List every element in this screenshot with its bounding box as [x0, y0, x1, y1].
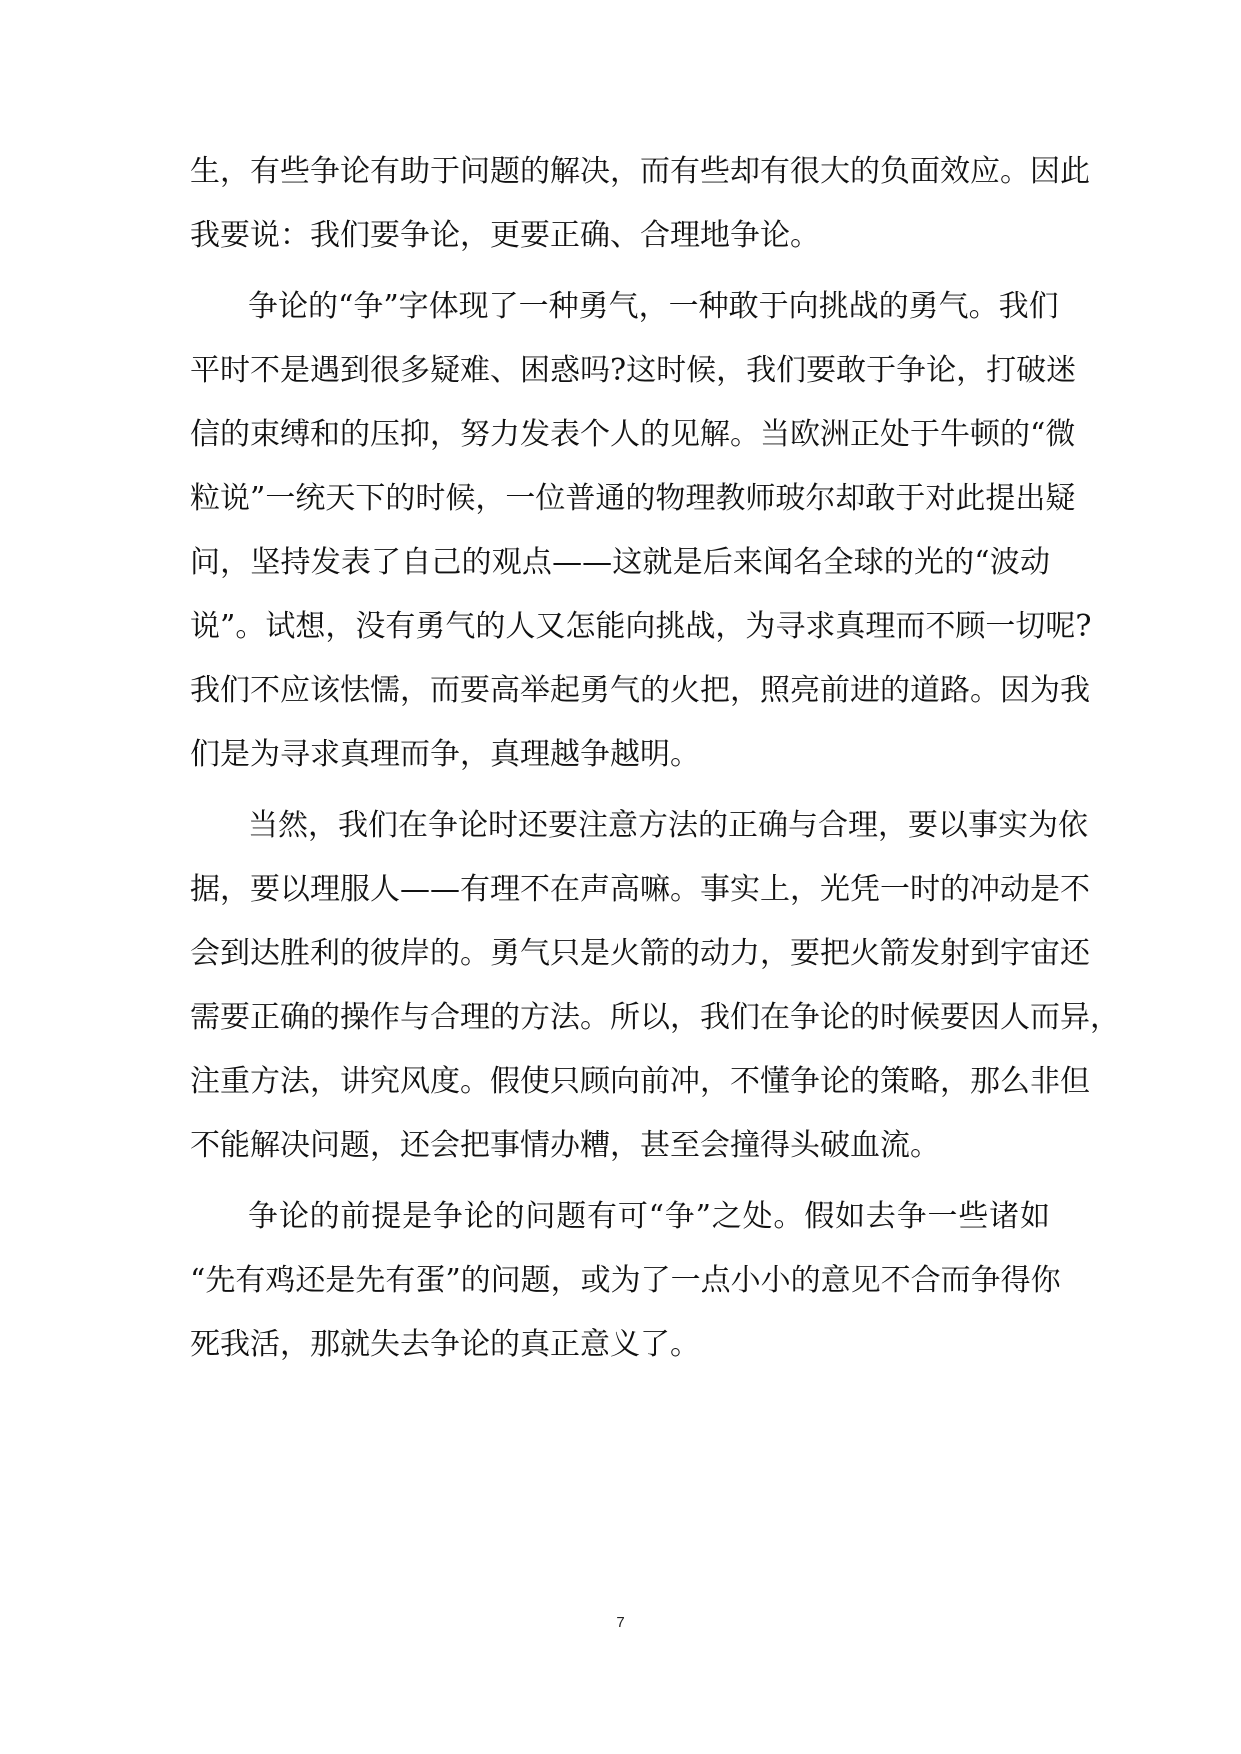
text-line: 说”。试想，没有勇气的人又怎能向挑战，为寻求真理而不顾一切呢? — [190, 609, 1092, 644]
text-line: “先有鸡还是先有蛋”的问题，或为了一点小小的意见不合而争得你 — [190, 1263, 1061, 1298]
page-number: 7 — [616, 1614, 625, 1631]
text-line: 生，有些争论有助于问题的解决，而有些却有很大的负面效应。因此 — [190, 154, 1090, 189]
text-line: 需要正确的操作与合理的方法。所以，我们在争论的时候要因人而异， — [190, 1000, 1120, 1035]
text-line: 注重方法，讲究风度。假使只顾向前冲，不懂争论的策略，那么非但 — [190, 1064, 1090, 1099]
text-line: 粒说”一统天下的时候，一位普通的物理教师玻尔却敢于对此提出疑 — [190, 481, 1076, 516]
text-line: 会到达胜利的彼岸的。勇气只是火箭的动力，要把火箭发射到宇宙还 — [190, 936, 1090, 971]
text-line: 平时不是遇到很多疑难、困惑吗?这时候，我们要敢于争论，打破迷 — [190, 353, 1077, 388]
text-line: 据，要以理服人——有理不在声高嘛。事实上，光凭一时的冲动是不 — [190, 872, 1090, 907]
text-line: 们是为寻求真理而争，真理越争越明。 — [190, 737, 700, 772]
text-line: 不能解决问题，还会把事情办糟，甚至会撞得头破血流。 — [190, 1128, 940, 1163]
text-line: 我要说：我们要争论，更要正确、合理地争论。 — [190, 218, 820, 253]
text-line: 我们不应该怯懦，而要高举起勇气的火把，照亮前进的道路。因为我 — [190, 673, 1090, 708]
text-line: 争论的“争”字体现了一种勇气，一种敢于向挑战的勇气。我们 — [248, 289, 1059, 324]
text-line: 当然，我们在争论时还要注意方法的正确与合理，要以事实为依 — [248, 808, 1088, 843]
paragraph — [190, 140, 1090, 268]
paragraph — [190, 1185, 1061, 1377]
document-body — [190, 140, 1120, 1377]
text-line: 信的束缚和的压抑，努力发表个人的见解。当欧洲正处于牛顿的“微 — [190, 417, 1076, 452]
text-line: 死我活，那就失去争论的真正意义了。 — [190, 1327, 700, 1362]
paragraph — [190, 794, 1120, 1178]
text-line: 问，坚持发表了自己的观点——这就是后来闻名全球的光的“波动 — [190, 545, 1050, 580]
text-line: 争论的前提是争论的问题有可“争”之处。假如去争一些诸如 — [248, 1199, 1050, 1234]
paragraph — [190, 275, 1092, 787]
